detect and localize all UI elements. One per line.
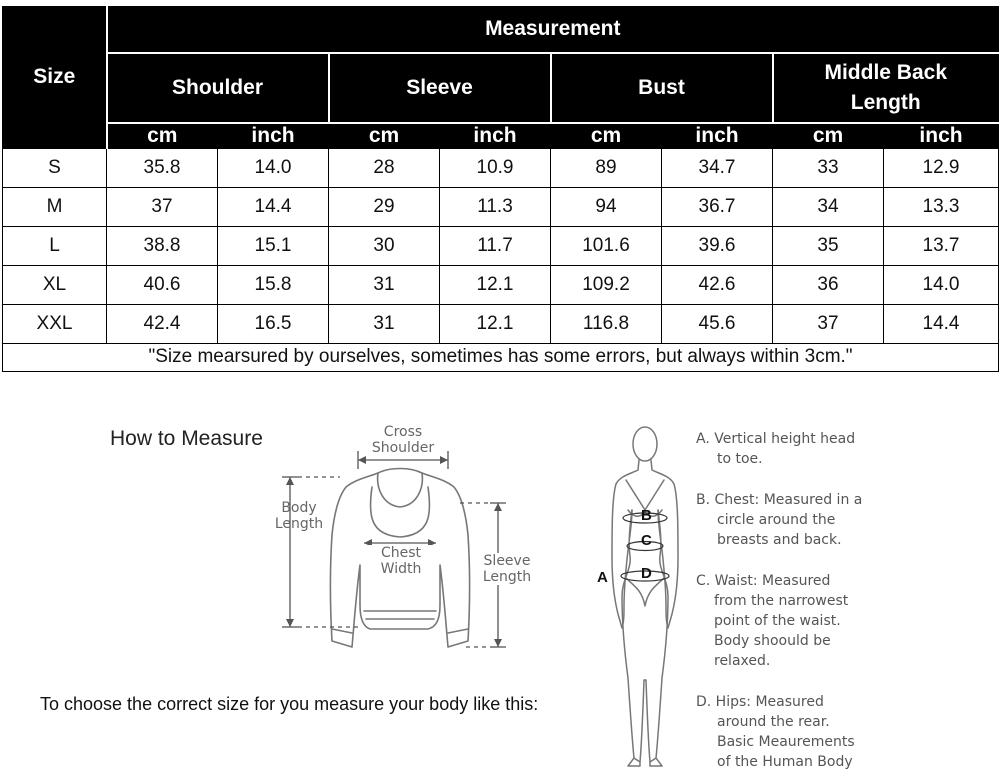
- unit-cell: inch: [662, 123, 773, 149]
- measurement-cell: 35.8: [107, 148, 218, 187]
- size-chart-table: [2, 6, 999, 372]
- measurement-cell: 15.1: [218, 226, 329, 265]
- figure-letter-d: D: [641, 565, 652, 582]
- measurement-cell: 12.9: [884, 148, 999, 187]
- measurement-cell: 31: [329, 265, 440, 304]
- measurement-cell: 29: [329, 187, 440, 226]
- measurement-cell: 94: [551, 187, 662, 226]
- figure-letter-b: B: [641, 507, 652, 524]
- measurement-cell: 10.9: [440, 148, 551, 187]
- chest-width-label: [368, 545, 434, 577]
- body-length-label: [266, 500, 332, 532]
- size-row: [3, 226, 999, 265]
- measurement-cell: 36: [773, 265, 884, 304]
- unit-cell: cm: [329, 123, 440, 149]
- bust-header: Bust: [551, 53, 773, 123]
- label-line: Length: [482, 569, 532, 585]
- unit-row: [3, 123, 999, 149]
- measurement-cell: 11.7: [440, 226, 551, 265]
- size-row: [3, 265, 999, 304]
- measurement-header: Measurement: [107, 7, 999, 53]
- size-header: Size: [3, 7, 107, 149]
- size-cell: XL: [3, 265, 107, 304]
- measurement-cell: 15.8: [218, 265, 329, 304]
- size-cell: S: [3, 148, 107, 187]
- note-line: to toe.: [717, 451, 763, 467]
- unit-cell: cm: [107, 123, 218, 149]
- measurement-cell: 12.1: [440, 304, 551, 343]
- note-line: C. Waist: Measured: [696, 573, 831, 589]
- size-row: [3, 187, 999, 226]
- choose-size-instruction: To choose the correct size for you measure your body like this:: [40, 694, 539, 714]
- measurement-cell: 34.7: [662, 148, 773, 187]
- note-line: circle around the: [717, 512, 836, 528]
- label-line: Length: [274, 516, 324, 532]
- measurement-cell: 116.8: [551, 304, 662, 343]
- size-row: [3, 304, 999, 343]
- measurement-cell: 38.8: [107, 226, 218, 265]
- note-b-chest: [696, 490, 896, 550]
- middle-back-length-header: [773, 53, 999, 123]
- measurement-cell: 40.6: [107, 265, 218, 304]
- note-line: B. Chest: Measured in a: [696, 492, 863, 508]
- note-line: D. Hips: Measured: [696, 694, 824, 710]
- body-figure-diagram: [590, 418, 690, 774]
- size-note: "Size mearsured by ourselves, sometimes has some errors, but always within 3cm.": [3, 343, 999, 371]
- size-cell: XXL: [3, 304, 107, 343]
- note-line: breasts and back.: [717, 532, 842, 548]
- unit-cell: cm: [773, 123, 884, 149]
- figure-letter-c: C: [641, 532, 652, 549]
- measurement-cell: 34: [773, 187, 884, 226]
- label-line: Body: [281, 500, 317, 516]
- measurement-cell: 31: [329, 304, 440, 343]
- measurement-cell: 30: [329, 226, 440, 265]
- measurement-cell: 36.7: [662, 187, 773, 226]
- note-line: Body shoould be: [714, 633, 831, 649]
- label-line: Shoulder: [371, 440, 435, 456]
- sleeve-header: Sleeve: [329, 53, 551, 123]
- unit-cell: inch: [218, 123, 329, 149]
- label-line: Chest: [380, 545, 422, 561]
- note-a-height: [696, 429, 896, 469]
- middle-back-length-label: Middle Back Length: [824, 60, 948, 114]
- measurement-cell: 12.1: [440, 265, 551, 304]
- unit-cell: inch: [440, 123, 551, 149]
- size-cell: M: [3, 187, 107, 226]
- measurement-cell: 109.2: [551, 265, 662, 304]
- measurement-cell: 14.4: [218, 187, 329, 226]
- measurement-cell: 89: [551, 148, 662, 187]
- measurement-cell: 11.3: [440, 187, 551, 226]
- label-line: Sleeve: [483, 553, 531, 569]
- note-line: around the rear.: [717, 714, 830, 730]
- measurement-cell: 37: [773, 304, 884, 343]
- measurement-cell: 101.6: [551, 226, 662, 265]
- note-line: Basic Meaurements: [717, 734, 855, 750]
- note-line: of the Human Body: [717, 754, 853, 770]
- note-line: A. Vertical height head: [696, 431, 856, 447]
- unit-cell: cm: [551, 123, 662, 149]
- sleeve-length-label: [476, 553, 538, 585]
- measurement-cell: 33: [773, 148, 884, 187]
- figure-letter-a: A: [597, 569, 608, 586]
- note-line: from the narrowest: [714, 593, 849, 609]
- measurement-cell: 14.0: [884, 265, 999, 304]
- measurement-cell: 42.4: [107, 304, 218, 343]
- measurement-cell: 45.6: [662, 304, 773, 343]
- label-line: Width: [380, 561, 422, 577]
- shoulder-header: Shoulder: [107, 53, 329, 123]
- measurement-cell: 35: [773, 226, 884, 265]
- measurement-cell: 13.7: [884, 226, 999, 265]
- measurement-cell: 14.0: [218, 148, 329, 187]
- note-line: relaxed.: [714, 653, 771, 669]
- how-to-measure-title: How to Measure: [110, 427, 263, 450]
- label-line: Cross: [383, 424, 423, 440]
- measurement-cell: 39.6: [662, 226, 773, 265]
- measurement-cell: 28: [329, 148, 440, 187]
- size-row: [3, 148, 999, 187]
- note-c-waist: [696, 571, 896, 671]
- unit-cell: inch: [884, 123, 999, 149]
- measurement-cell: 37: [107, 187, 218, 226]
- note-line: point of the waist.: [714, 613, 841, 629]
- measurement-cell: 13.3: [884, 187, 999, 226]
- measurement-cell: 14.4: [884, 304, 999, 343]
- size-cell: L: [3, 226, 107, 265]
- measurement-cell: 16.5: [218, 304, 329, 343]
- cross-shoulder-label: [358, 424, 448, 456]
- note-d-hips: [696, 692, 896, 772]
- measurement-cell: 42.6: [662, 265, 773, 304]
